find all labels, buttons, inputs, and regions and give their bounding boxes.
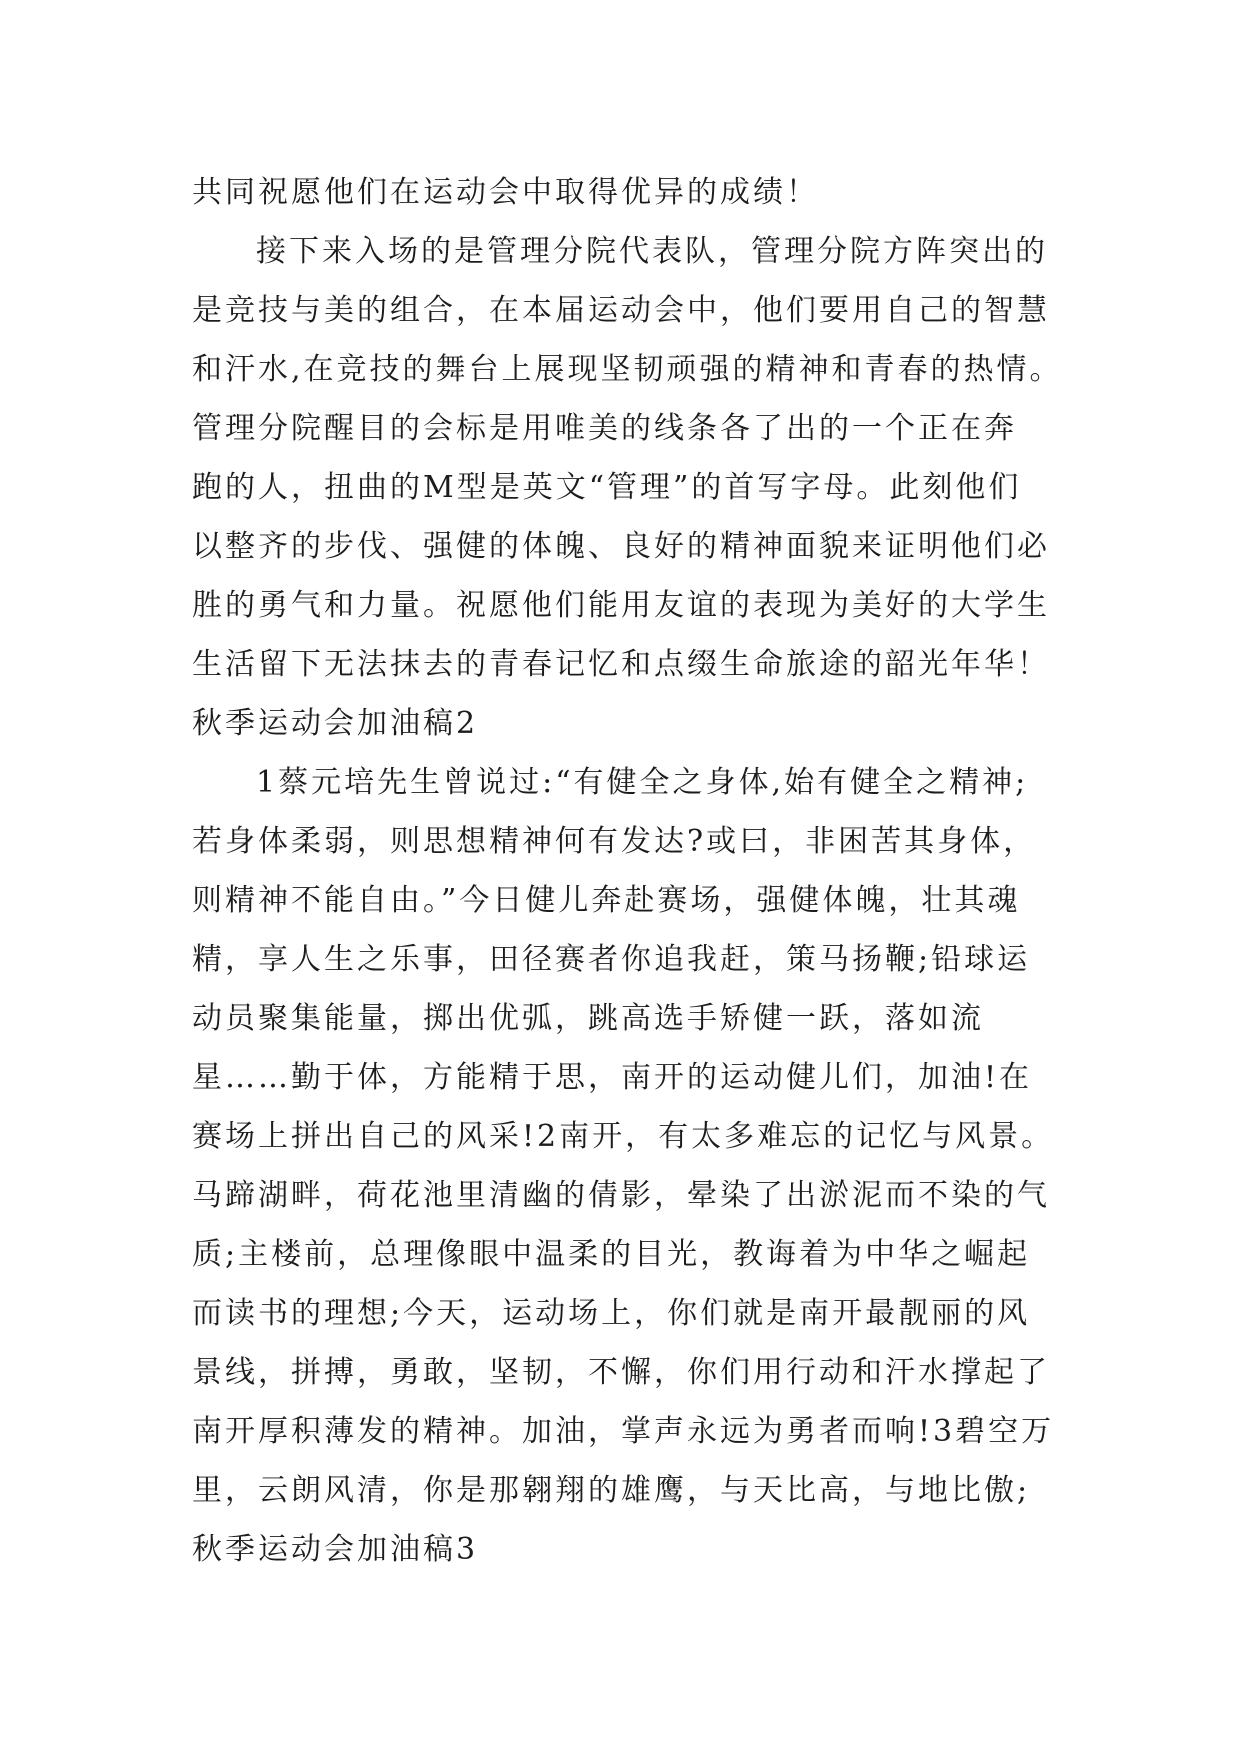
text-line: 精，享人生之乐事，田径赛者你追我赶，策马扬鞭;铅球运 — [192, 942, 1031, 977]
text-line: 则精神不能自由。”今日健儿奔赴赛场，强健体魄，壮其魂 — [192, 883, 1021, 918]
text-line: 马蹄湖畔，荷花池里清幽的倩影，晕染了出淤泥而不染的气 — [192, 1178, 1050, 1213]
text-line: 和汗水,在竞技的舞台上展现坚韧顽强的精神和青春的热情。 — [192, 352, 1063, 387]
text-line: 生活留下无法抹去的青春记忆和点缀生命旅途的韶光年华！ — [192, 647, 1050, 682]
text-line: 动员聚集能量，掷出优弧，跳高选手矫健一跃，落如流 — [192, 1001, 984, 1036]
text-line: 接下来入场的是管理分院代表队，管理分院方阵突出的 — [256, 234, 1048, 269]
document-body — [192, 163, 1072, 1579]
section-heading: 秋季运动会加油稿3 — [192, 1532, 479, 1567]
text-line: 以整齐的步伐、强健的体魄、良好的精神面貌来证明他们必 — [192, 529, 1050, 564]
section-heading: 秋季运动会加油稿2 — [192, 706, 479, 741]
text-line: 是竞技与美的组合，在本届运动会中，他们要用自己的智慧 — [192, 293, 1050, 328]
text-line: 而读书的理想;今天，运动场上，你们就是南开最靓丽的风 — [192, 1296, 1031, 1331]
text-line: 跑的人，扭曲的M型是英文“管理”的首写字母。此刻他们 — [192, 470, 1022, 505]
text-line: 胜的勇气和力量。祝愿他们能用友谊的表现为美好的大学生 — [192, 588, 1050, 623]
text-line: 南开厚积薄发的精神。加油，掌声永远为勇者而响!3碧空万 — [192, 1414, 1055, 1449]
text-line: 若身体柔弱，则思想精神何有发达?或曰，非困苦其身体， — [192, 824, 1037, 859]
text-line: 1蔡元培先生曾说过:“有健全之身体,始有健全之精神; — [256, 765, 1029, 800]
text-line: 景线，拼搏，勇敢，坚韧，不懈，你们用行动和汗水撑起了 — [192, 1355, 1050, 1390]
text-line: 星……勤于体，方能精于思，南开的运动健儿们，加油!在 — [192, 1060, 1033, 1095]
text-line: 里，云朗风清，你是那翱翔的雄鹰，与天比高，与地比傲; — [192, 1473, 1031, 1508]
text-line: 质;主楼前，总理像眼中温柔的目光，教诲着为中华之崛起 — [192, 1237, 1031, 1272]
text-line: 赛场上拼出自己的风采!2南开，有太多难忘的记忆与风景。 — [192, 1119, 1055, 1154]
text-line: 管理分院醒目的会标是用唯美的线条各了出的一个正在奔 — [192, 411, 1017, 446]
text-line: 共同祝愿他们在运动会中取得优异的成绩！ — [192, 175, 819, 210]
